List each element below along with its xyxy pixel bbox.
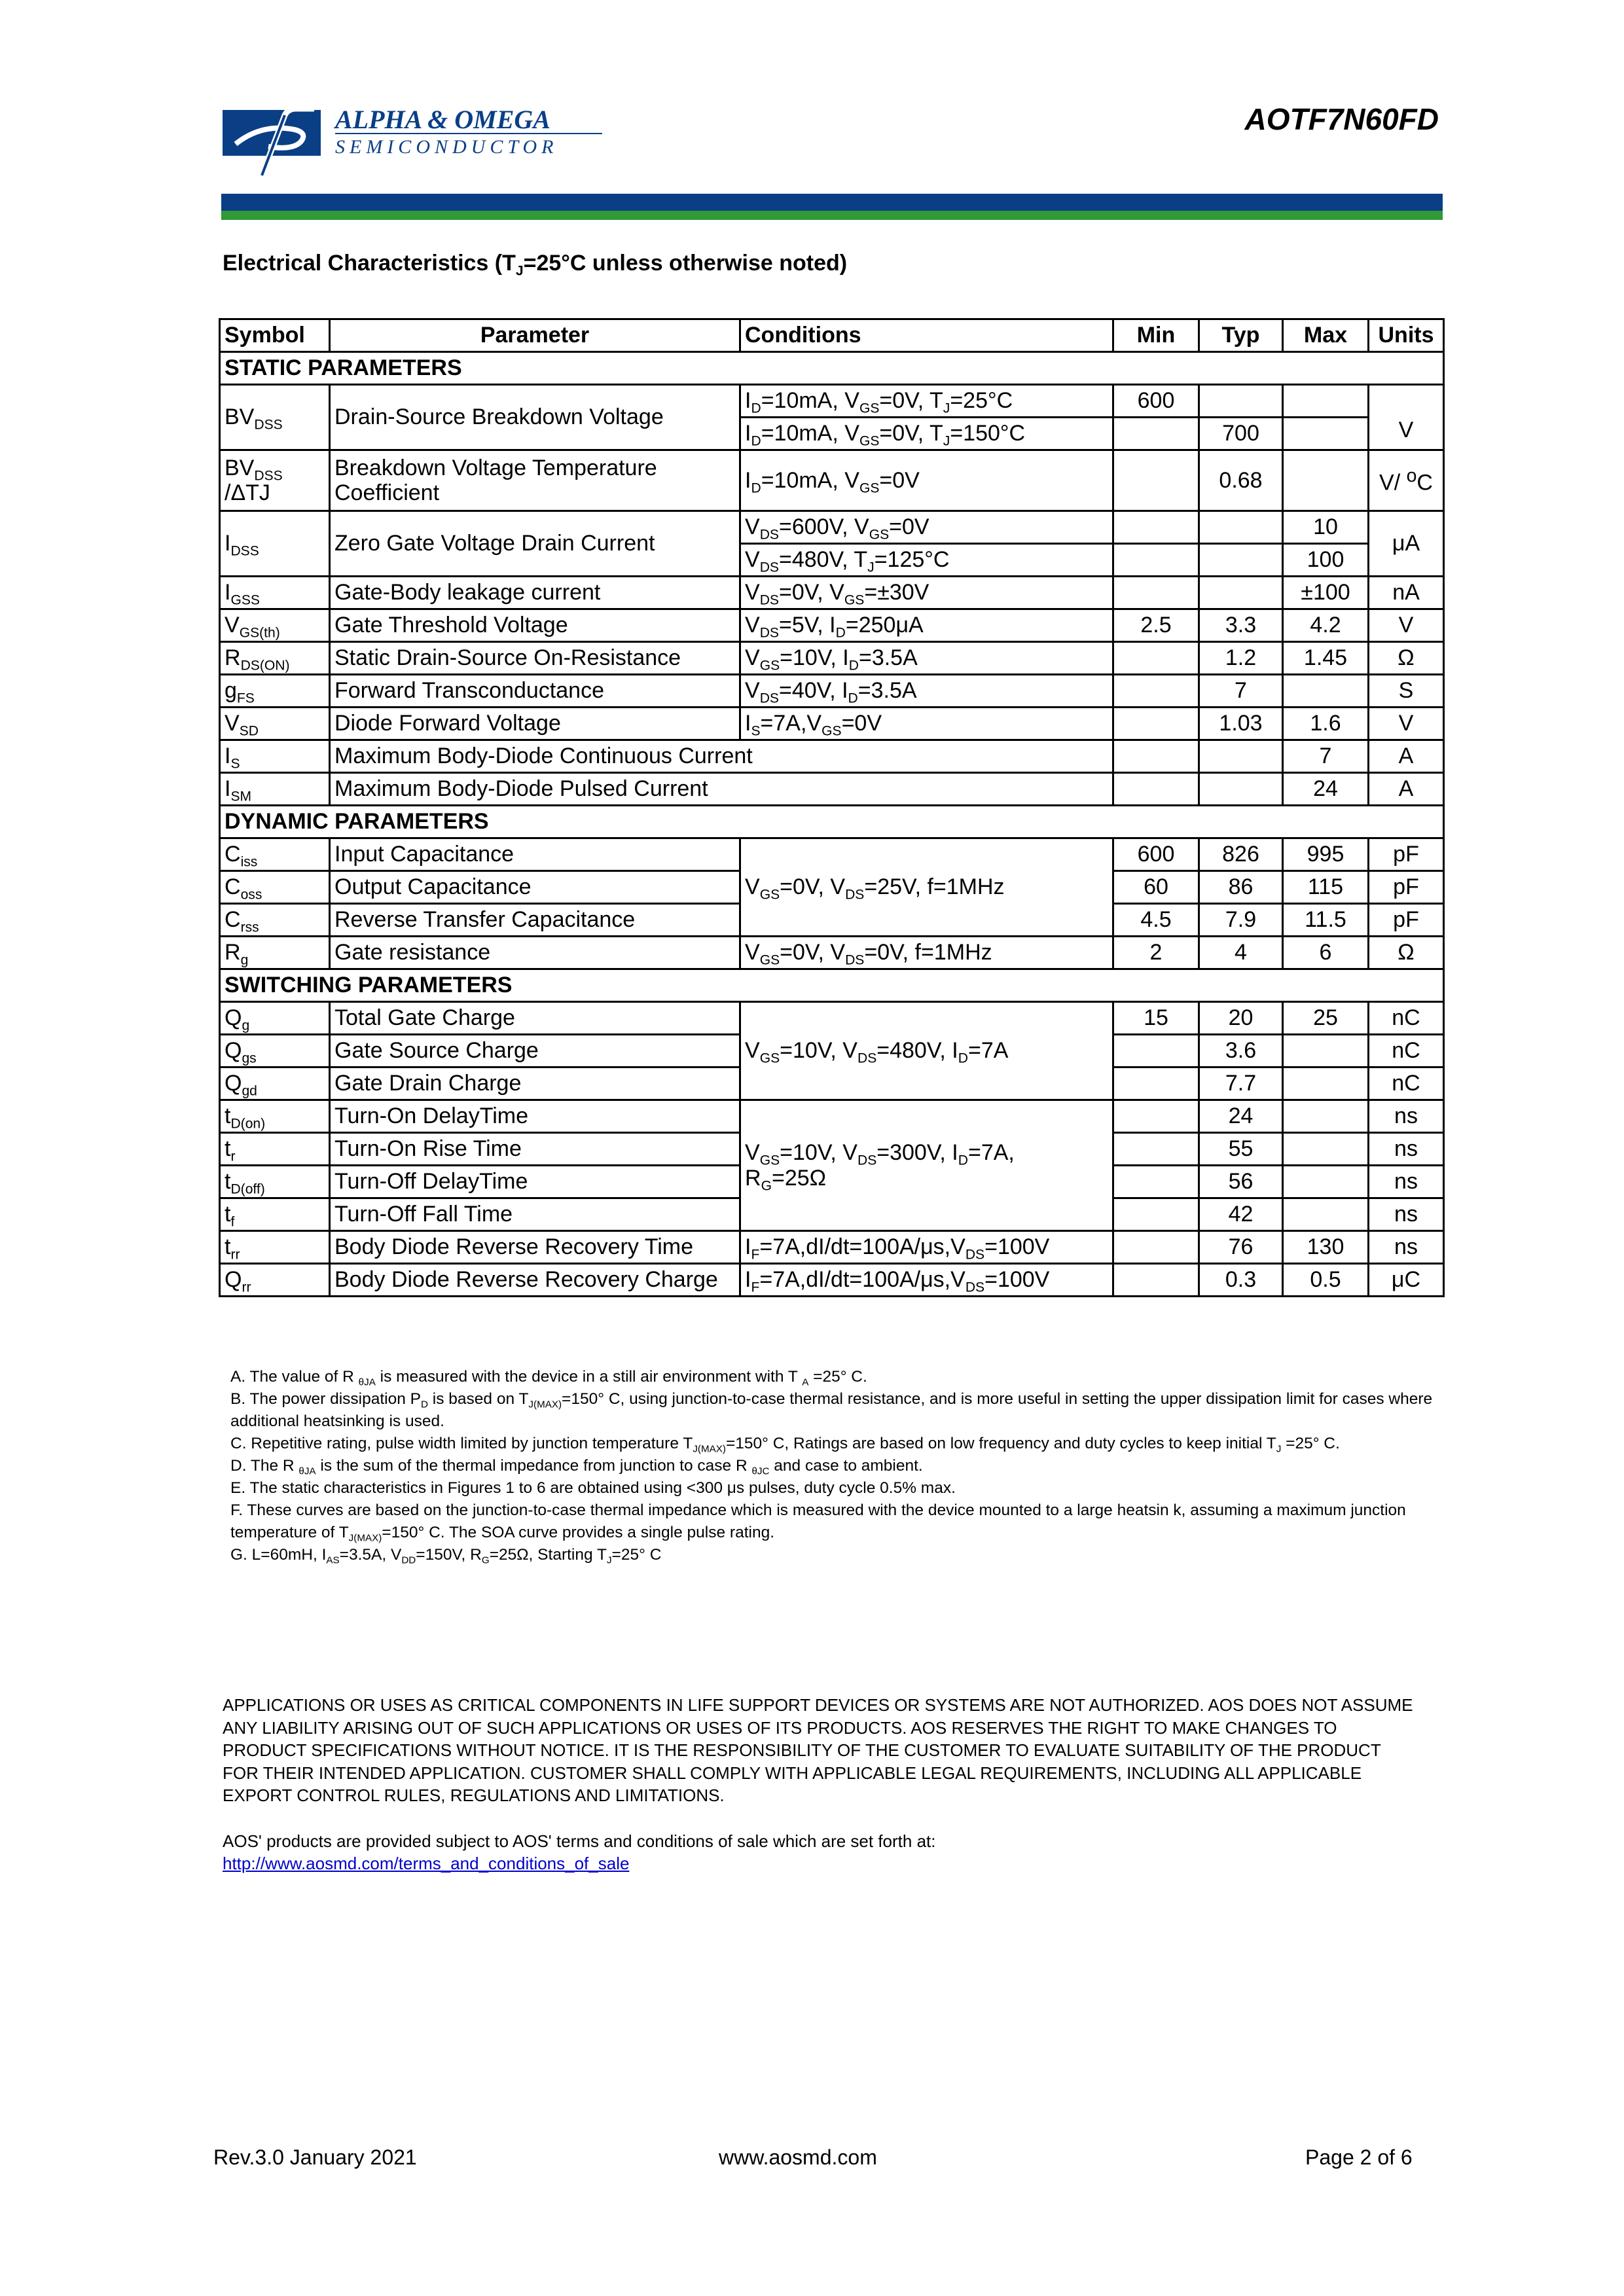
cell-max [1283,450,1369,511]
cell-conditions: $I_D=10mA$, $V_{GS}=0V$, $T_J=25^\circ C$ [740,385,1113,418]
cell-units: A [1369,740,1444,773]
cell-units: μC [1369,1264,1444,1297]
cell-min: 15 [1113,1002,1199,1035]
logo-line1: ALPHA & OMEGA [335,105,550,134]
table-row [220,773,1444,806]
cell-conditions: $I_D=10mA$, $V_{GS}=0V$ [740,450,1113,511]
cell-symbol: $I_{SM}$ [220,773,330,806]
cell-parameter: Maximum Body-Diode Continuous Current [330,740,1113,773]
cell-typ: 1.03 [1199,708,1283,740]
footnote: G. L=60mH, $I_{AS}=3.5A$, $V_{DD}=150V$, $R_G=25\Omega$, Starting $T_J=25^\circ$ C [230,1546,662,1566]
cell-max: 11.5 [1283,904,1369,937]
cell-symbol: $t_{rr}$ [220,1231,330,1264]
cell-typ: 3.3 [1199,609,1283,642]
disclaimer: APPLICATIONS OR USES AS CRITICAL COMPONENTS IN LIFE SUPPORT DEVICES OR SYSTEMS ARE NOT AUTHORIZED. AOS DOES NOT ASSUME ANY LIABILITY ARISING OUT OF SUCH APPLICATIONS OR USES OF ITS PRODUCTS. AOS RESERVES THE RIGHT TO MAKE CHANGES TO PRODUCT SPECIFICATIONS WITHOUT NOTICE. IT IS THE RESPONSIBILITY OF THE CUSTOMER TO EVALUATE SUITABILITY OF THE PRODUCT FOR THEIR INTENDED APPLICATION. CUSTOMER SHALL COMPLY WITH APPLICABLE LEGAL REQUIREMENTS, INCLUDING ALL APPLICABLE EXPORT CONTROL RULES, REGULATIONS AND LIMITATIONS. [223,1695,1413,1805]
section-header: DYNAMIC PARAMETERS [220,806,1444,838]
cell-max [1283,418,1369,450]
cell-symbol: $C_{iss}$ [220,838,330,871]
cell-symbol: $Q_{rr}$ [220,1264,330,1297]
cell-max [1283,1035,1369,1067]
cell-symbol: $I_S$ [220,740,330,773]
cell-max: 1.45 [1283,642,1369,675]
cell-units: V [1369,708,1444,740]
cell-typ: 3.6 [1199,1035,1283,1067]
cell-conditions: $V_{DS}=600V$, $V_{GS}=0V$ [740,511,1113,544]
footnote: B. The power dissipation $P_D$ is based on $T_{J(MAX)}=150^\circ$ C, using junction-to-case thermal resistance, and is more useful in setting the upper dissipation limit for cases where additional heatsinking is used. [230,1390,1433,1430]
cell-min [1113,418,1199,450]
cell-units: ns [1369,1198,1444,1231]
cell-min [1113,708,1199,740]
cell-min [1113,642,1199,675]
cell-max: 24 [1283,773,1369,806]
cell-min [1113,1035,1199,1067]
cell-units: V/ $^o$C [1369,450,1444,511]
cell-units: pF [1369,871,1444,904]
footnote: D. The R $_{\theta JA}$ is the sum of the thermal impedance from junction to case R $_{\theta JC}$ and case to ambient. [230,1457,923,1477]
column-header: Conditions [740,319,1113,352]
cell-typ: 7.7 [1199,1067,1283,1100]
cell-min [1113,577,1199,609]
cell-max [1283,1166,1369,1198]
column-header: Symbol [220,319,330,352]
footnote: E. The static characteristics in Figures 1 to 6 are obtained using <300 μs pulses, duty cycle 0.5% max. [230,1479,956,1497]
cell-typ: 1.2 [1199,642,1283,675]
cell-parameter: Zero Gate Voltage Drain Current [330,511,740,577]
section-header: STATIC PARAMETERS [220,352,1444,385]
cell-min: 60 [1113,871,1199,904]
cell-units: S [1369,675,1444,708]
cell-min [1113,544,1199,577]
cell-typ [1199,511,1283,544]
cell-symbol: $C_{rss}$ [220,904,330,937]
cell-min: 600 [1113,838,1199,871]
table-row [220,838,1444,871]
cell-min: 2.5 [1113,609,1199,642]
cell-parameter: Diode Forward Voltage [330,708,740,740]
cell-typ: 826 [1199,838,1283,871]
table-row [220,708,1444,740]
table-row [220,675,1444,708]
header-bar-blue [221,194,1443,211]
cell-max: 130 [1283,1231,1369,1264]
cell-max [1283,675,1369,708]
footnote: C. Repetitive rating, pulse width limited by junction temperature $T_{J(MAX)}=150^\circ$ C, Ratings are based on low frequency and duty cycles to keep initial $T_J =25^\circ$ C. [230,1435,1340,1455]
cell-symbol: $t_{D(on)}$ [220,1100,330,1133]
cell-typ: 7.9 [1199,904,1283,937]
cell-units: V [1369,609,1444,642]
table-header-row [220,319,1444,352]
table-row [220,450,1444,511]
cell-symbol: $t_{D(off)}$ [220,1166,330,1198]
cell-parameter: Breakdown Voltage Temperature Coefficient [330,450,740,511]
cell-symbol: $I_{GSS}$ [220,577,330,609]
cell-max: ±100 [1283,577,1369,609]
cell-parameter: Input Capacitance [330,838,740,871]
cell-units: ns [1369,1231,1444,1264]
cell-min [1113,1067,1199,1100]
cell-units: nC [1369,1035,1444,1067]
cell-symbol: $R_{DS(ON)}$ [220,642,330,675]
cell-units: ns [1369,1100,1444,1133]
cell-min [1113,675,1199,708]
cell-conditions: $I_F=7A,dI/dt=100A/\mu s,V_{DS}=100V$ [740,1231,1113,1264]
cell-symbol: $R_g$ [220,937,330,969]
cell-typ: 42 [1199,1198,1283,1231]
cell-typ [1199,385,1283,418]
cell-max [1283,1133,1369,1166]
cell-conditions: $V_{GS}=10V$, $V_{DS}=300V$, $I_D=7A$, $R_G=25\Omega$ [740,1100,1113,1231]
section-header: SWITCHING PARAMETERS [220,969,1444,1002]
cell-symbol: $t_f$ [220,1198,330,1231]
cell-min [1113,1166,1199,1198]
cell-max: 7 [1283,740,1369,773]
cell-units: nA [1369,577,1444,609]
cell-typ [1199,577,1283,609]
cell-max: 6 [1283,937,1369,969]
cell-conditions: $V_{DS}=0V$, $V_{GS}=\pm 30V$ [740,577,1113,609]
cell-parameter: Gate Drain Charge [330,1067,740,1100]
cell-symbol: $g_{FS}$ [220,675,330,708]
cell-typ [1199,740,1283,773]
part-number: AOTF7N60FD [1244,102,1439,136]
cell-parameter: Turn-Off Fall Time [330,1198,740,1231]
cell-parameter: Output Capacitance [330,871,740,904]
table-row [220,1231,1444,1264]
cell-conditions: $V_{DS}=480V$, $T_J=125^\circ C$ [740,544,1113,577]
cell-typ: 86 [1199,871,1283,904]
cell-max [1283,1067,1369,1100]
cell-parameter: Forward Transconductance [330,675,740,708]
header-bar-green [221,211,1443,220]
cell-min [1113,1198,1199,1231]
table-row [220,937,1444,969]
cell-max: 25 [1283,1002,1369,1035]
section-header-row [220,352,1444,385]
cell-parameter: Gate Threshold Voltage [330,609,740,642]
cell-symbol: $BV_{DSS}$ /ΔTJ [220,450,330,511]
cell-min [1113,1264,1199,1297]
cell-symbol: $I_{DSS}$ [220,511,330,577]
table-row [220,1002,1444,1035]
cell-max: 10 [1283,511,1369,544]
cell-symbol: $V_{SD}$ [220,708,330,740]
cell-parameter: Gate-Body leakage current [330,577,740,609]
cell-parameter: Drain-Source Breakdown Voltage [330,385,740,450]
cell-conditions: $V_{GS}=10V$, $I_D=3.5A$ [740,642,1113,675]
cell-parameter: Maximum Body-Diode Pulsed Current [330,773,1113,806]
footnote: F. These curves are based on the junction-to-case thermal impedance which is measured with the device mounted to a large heatsin k, assuming a maximum junction temperature of $T_{J(MAX)}=150^\circ$ C. The SOA curve provides a single pulse rating. [230,1501,1406,1544]
cell-typ: 24 [1199,1100,1283,1133]
table-row [220,511,1444,544]
cell-parameter: Total Gate Charge [330,1002,740,1035]
cell-min [1113,1100,1199,1133]
cell-typ: 20 [1199,1002,1283,1035]
cell-units: ns [1369,1133,1444,1166]
cell-max [1283,1100,1369,1133]
cell-units: Ω [1369,937,1444,969]
cell-min: 600 [1113,385,1199,418]
cell-parameter: Static Drain-Source On-Resistance [330,642,740,675]
cell-units: Ω [1369,642,1444,675]
cell-typ [1199,773,1283,806]
cell-max [1283,385,1369,418]
terms-text: AOS' products are provided subject to AOS' terms and conditions of sale which are set forth at: [223,1831,936,1851]
section-header-row [220,969,1444,1002]
cell-symbol: $BV_{DSS}$ [220,385,330,450]
footer-page-number: Page 2 of 6 [1305,2145,1413,2169]
cell-conditions: $I_S=7A,V_{GS}=0V$ [740,708,1113,740]
cell-min: 4.5 [1113,904,1199,937]
cell-min [1113,1231,1199,1264]
cell-parameter: Gate Source Charge [330,1035,740,1067]
cell-min [1113,511,1199,544]
cell-conditions: $V_{GS}=0V$, $V_{DS}=25V$, f=1MHz [740,838,1113,937]
cell-symbol: $Q_{gs}$ [220,1035,330,1067]
cell-conditions: $V_{DS}=5V$, $I_D=250\mu A$ [740,609,1113,642]
cell-typ: 56 [1199,1166,1283,1198]
footer-website[interactable]: www.aosmd.com [719,2145,877,2169]
cell-symbol: $C_{oss}$ [220,871,330,904]
table-row [220,609,1444,642]
company-logo [223,103,615,182]
cell-conditions: $V_{GS}=0V$, $V_{DS}=0V$, f=1MHz [740,937,1113,969]
cell-max: 100 [1283,544,1369,577]
cell-parameter: Turn-Off DelayTime [330,1166,740,1198]
table-row [220,385,1444,418]
cell-max: 4.2 [1283,609,1369,642]
column-header: Min [1113,319,1199,352]
cell-conditions: $I_D=10mA$, $V_{GS}=0V$, $T_J=150^\circ C$ [740,418,1113,450]
column-header: Typ [1199,319,1283,352]
electrical-characteristics-table [219,318,1445,1297]
cell-typ [1199,544,1283,577]
column-header: Max [1283,319,1369,352]
cell-max: 995 [1283,838,1369,871]
cell-parameter: Body Diode Reverse Recovery Charge [330,1264,740,1297]
footnotes [230,1366,1435,1566]
cell-symbol: $V_{GS(th)}$ [220,609,330,642]
cell-units: nC [1369,1067,1444,1100]
section-header-row [220,806,1444,838]
cell-units: V [1369,385,1444,450]
table-row [220,740,1444,773]
cell-typ: 76 [1199,1231,1283,1264]
cell-max: 115 [1283,871,1369,904]
cell-min [1113,773,1199,806]
table-row [220,642,1444,675]
table-row [220,577,1444,609]
cell-min [1113,1133,1199,1166]
cell-typ: 55 [1199,1133,1283,1166]
cell-max: 0.5 [1283,1264,1369,1297]
cell-typ: 7 [1199,675,1283,708]
cell-symbol: $Q_g$ [220,1002,330,1035]
table-row [220,1264,1444,1297]
cell-conditions: $V_{DS}=40V$, $I_D=3.5A$ [740,675,1113,708]
column-header: Units [1369,319,1444,352]
cell-units: nC [1369,1002,1444,1035]
cell-parameter: Gate resistance [330,937,740,969]
column-header: Parameter [330,319,740,352]
cell-units: pF [1369,904,1444,937]
cell-min [1113,740,1199,773]
cell-parameter: Turn-On DelayTime [330,1100,740,1133]
cell-conditions: $I_F=7A,dI/dt=100A/\mu s,V_{DS}=100V$ [740,1264,1113,1297]
cell-units: A [1369,773,1444,806]
cell-typ: 4 [1199,937,1283,969]
cell-units: pF [1369,838,1444,871]
cell-max [1283,1198,1369,1231]
cell-parameter: Reverse Transfer Capacitance [330,904,740,937]
cell-conditions: $V_{GS}=10V$, $V_{DS}=480V$, $I_D=7A$ [740,1002,1113,1100]
terms-link[interactable]: http://www.aosmd.com/terms_and_conditions_of_sale [223,1854,630,1873]
table-row [220,1100,1444,1133]
cell-symbol: $t_r$ [220,1133,330,1166]
cell-units: ns [1369,1166,1444,1198]
cell-parameter: Turn-On Rise Time [330,1133,740,1166]
cell-typ: 700 [1199,418,1283,450]
footnote: A. The value of R $_{\theta JA}$ is measured with the device in a still air environment with T $_A$ =25° C. [230,1368,867,1388]
cell-max: 1.6 [1283,708,1369,740]
cell-parameter: Body Diode Reverse Recovery Time [330,1231,740,1264]
cell-symbol: $Q_{gd}$ [220,1067,330,1100]
cell-typ: 0.3 [1199,1264,1283,1297]
logo-line2: SEMICONDUCTOR [335,136,558,158]
cell-min: 2 [1113,937,1199,969]
cell-min [1113,450,1199,511]
footer-revision: Rev.3.0 January 2021 [213,2145,417,2169]
section-title: Electrical Characteristics ($T_J=25^\circ C$ unless otherwise noted) [223,251,848,279]
cell-typ: 0.68 [1199,450,1283,511]
cell-units: μA [1369,511,1444,577]
